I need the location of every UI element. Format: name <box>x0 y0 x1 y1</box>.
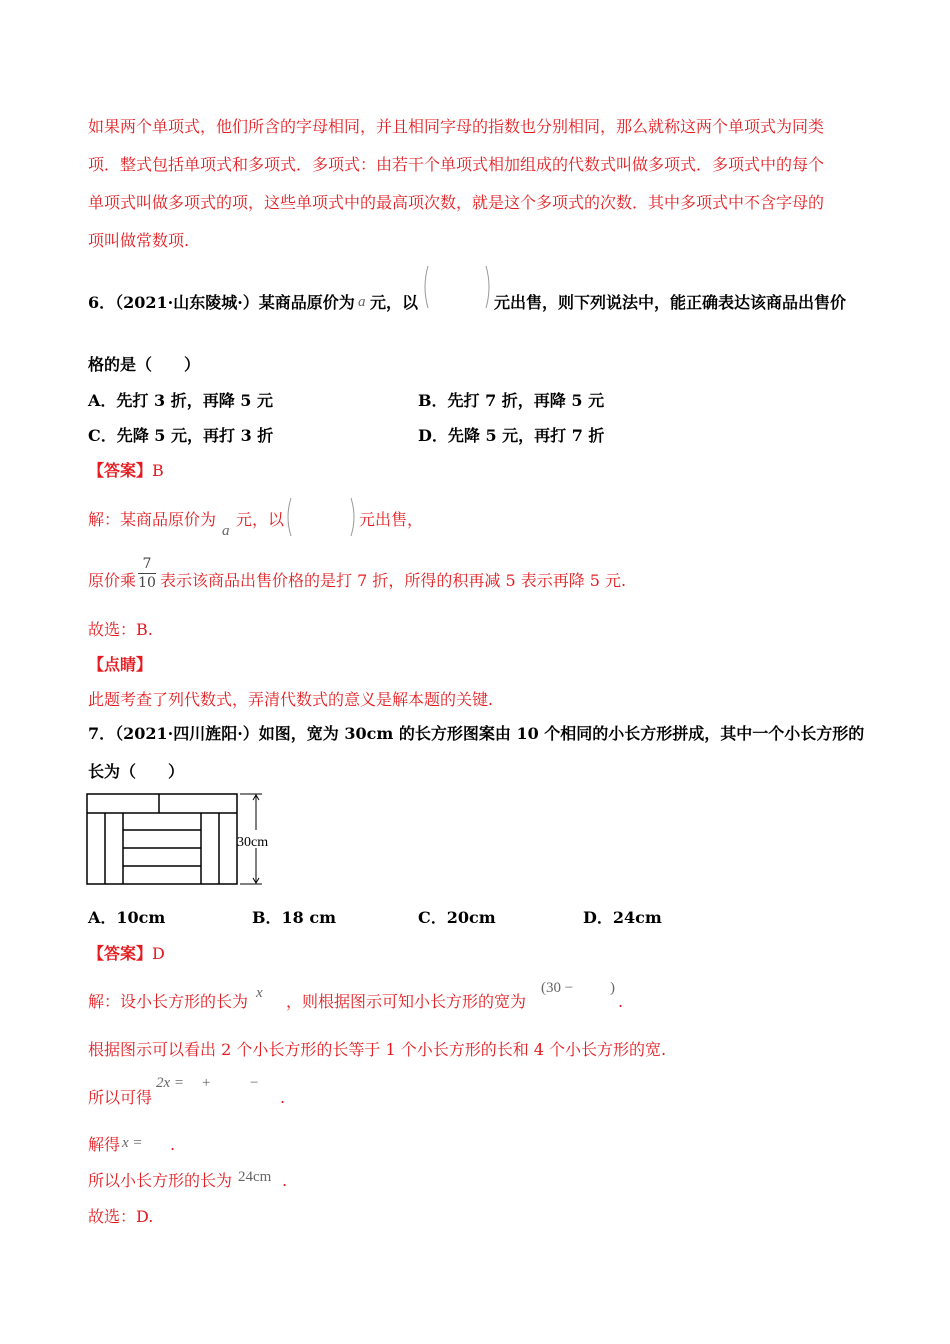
q7-figure-label: 30cm <box>237 835 269 850</box>
q7-sol-var-x: x <box>256 985 263 1001</box>
q6-answer-label: 【答案】 <box>88 461 153 480</box>
intro-line-1: 如果两个单项式，他们所含的字母相同，并且相同字母的指数也分别相同，那么就称这两个单项式为同类 <box>88 117 825 136</box>
q7-answer-value: D <box>152 944 165 963</box>
q6-answer <box>88 461 164 481</box>
q6-sol-line1-part1: 解：某商品原价为 <box>88 510 217 529</box>
q7-figure <box>84 790 294 890</box>
intro-line-4: 项叫做常数项. <box>88 231 190 250</box>
q7-option-a: A．10cm <box>88 908 166 927</box>
q6-sol-var-a: a <box>222 523 230 539</box>
q6-var-a: a <box>358 294 366 310</box>
q7-sol-line1-part2: ，则根据图示可知小长方形的宽为 <box>286 992 527 1011</box>
intro-line-3: 单项式叫做多项式的项，这些单项式中的最高项次数，就是这个多项式的次数．其中多项式中不含字母的 <box>88 193 825 212</box>
q7-option-b: B．18 cm <box>252 908 337 927</box>
q6-sol-blank-parens <box>283 495 359 539</box>
q6-comment-text: 此题考查了列代数式，弄清代数式的意义是解本题的关键. <box>88 690 494 709</box>
q6-stem-part3: 元出售，则下列说法中，能正确表达该商品出售价 <box>494 293 847 312</box>
q7-sol-plus: + <box>202 1075 211 1091</box>
q7-answer-label: 【答案】 <box>88 944 153 963</box>
q6-sol-line2-part1: 原价乘 <box>88 571 137 590</box>
q7-option-d: D．24cm <box>583 908 662 927</box>
q6-sol-line3: 故选：B. <box>88 620 153 639</box>
q7-sol-line5-end: . <box>282 1171 288 1190</box>
q7-sol-line5-value: 24cm <box>238 1169 272 1185</box>
q7-stem-line2: 长为（ ） <box>88 762 185 781</box>
q7-sol-line1-end: . <box>618 992 624 1011</box>
q7-figure-outer <box>87 794 237 884</box>
q7-sol-expr-end: ) <box>610 980 615 996</box>
q6-comment-label: 【点睛】 <box>88 655 153 674</box>
q6-stem-blank-parens <box>420 262 494 312</box>
q7-sol-line6: 故选：D. <box>88 1207 154 1226</box>
intro-line-2: 项．整式包括单项式和多项式．多项式：由若干个单项式相加组成的代数式叫做多项式．多项式中的每个 <box>88 155 825 174</box>
q7-sol-minus: − <box>250 1075 259 1091</box>
q6-sol-line1-part2: 元，以 <box>236 510 285 529</box>
q7-sol-line4-part1: 解得 <box>88 1135 121 1154</box>
q7-sol-line3-end: . <box>280 1088 286 1107</box>
q6-option-c: C．先降 5 元，再打 3 折 <box>88 426 274 445</box>
q7-sol-line3-part1: 所以可得 <box>88 1088 153 1107</box>
q6-fraction <box>138 556 156 591</box>
q6-sol-line2-part2: 表示该商品出售价格的是打 7 折，所得的积再减 5 表示再降 5 元. <box>160 571 627 590</box>
q6-option-b: B．先打 7 折，再降 5 元 <box>418 391 605 410</box>
q7-sol-line5-part1: 所以小长方形的长为 <box>88 1171 233 1190</box>
q7-stem-line1: 7．（2021·四川旌阳·）如图，宽为 30cm 的长方形图案由 10 个相同的小长方形拼成，其中一个小长方形的 <box>88 724 865 743</box>
q7-sol-expr: (30 − <box>541 980 574 996</box>
q7-sol-line1-part1: 解：设小长方形的长为 <box>88 992 249 1011</box>
q7-sol-line4-eq: x = <box>122 1135 143 1151</box>
q7-sol-line4-end: . <box>170 1135 176 1154</box>
q6-option-a: A．先打 3 折，再降 5 元 <box>88 391 273 410</box>
q6-sol-line1-part3: 元出售， <box>359 510 424 529</box>
q7-option-c: C．20cm <box>418 908 496 927</box>
q6-stem-part2: 元，以 <box>370 293 419 312</box>
q6-stem-line2: 格的是（ ） <box>88 355 201 374</box>
q7-answer <box>88 944 165 964</box>
q7-sol-line2: 根据图示可以看出 2 个小长方形的长等于 1 个小长方形的长和 4 个小长方形的宽. <box>88 1040 667 1059</box>
q6-answer-value: B <box>152 461 164 480</box>
q6-fraction-den: 10 <box>138 575 156 591</box>
q6-option-d: D．先降 5 元，再打 7 折 <box>418 426 605 445</box>
q6-fraction-num: 7 <box>142 556 152 572</box>
q6-stem-part1: 6．（2021·山东陵城·）某商品原价为 <box>88 293 355 312</box>
q7-sol-eq: 2x = <box>156 1075 185 1091</box>
